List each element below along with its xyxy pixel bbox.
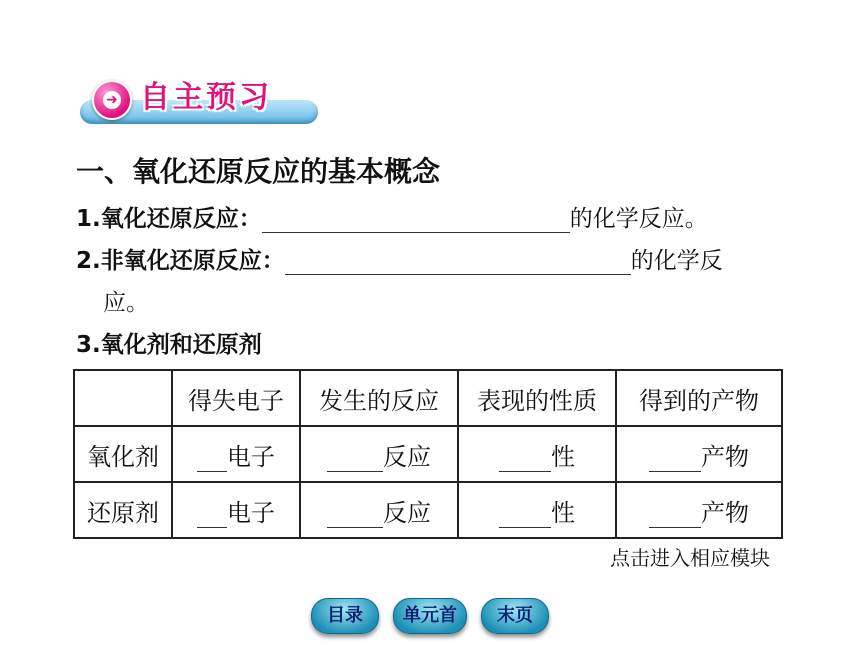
table-cell [172, 426, 300, 482]
table-header: 发生的反应 [300, 370, 458, 426]
table-header: 得失电子 [172, 370, 300, 426]
blank [197, 445, 227, 472]
table-cell [616, 426, 782, 482]
cell-text: 电子 [227, 442, 275, 471]
toc-button[interactable]: 目录 [311, 598, 379, 634]
table-row [74, 426, 782, 482]
item-1-label: 1.氧化还原反应： [76, 206, 262, 232]
item-3-label: 3.氧化剂和还原剂 [76, 332, 262, 358]
row-label: 还原剂 [74, 482, 172, 538]
table-cell [300, 482, 458, 538]
table-header: 得到的产物 [616, 370, 782, 426]
blank [197, 501, 227, 528]
heading: 一、氧化还原反应的基本概念 [76, 155, 441, 188]
cell-text: 电子 [227, 498, 275, 527]
blank [327, 501, 383, 528]
blank [649, 501, 701, 528]
item-2-suffix: 的化学反 [630, 248, 723, 274]
table-header [74, 370, 172, 426]
table-cell [458, 482, 616, 538]
blank [649, 445, 701, 472]
cell-text: 产物 [701, 498, 749, 527]
table-cell [300, 426, 458, 482]
cell-text: 性 [551, 442, 575, 471]
item-1-suffix: 的化学反应。 [569, 206, 708, 232]
unit-first-button[interactable]: 单元首 [393, 598, 467, 634]
cell-text: 反应 [383, 498, 431, 527]
table-cell [172, 482, 300, 538]
blank [327, 445, 383, 472]
cell-text: 性 [551, 498, 575, 527]
table-header: 表现的性质 [458, 370, 616, 426]
item-1 [76, 200, 708, 233]
navigation-hint: 点击进入相应模块 [610, 546, 770, 570]
blank [499, 501, 551, 528]
table-row [74, 482, 782, 538]
concept-table [73, 369, 783, 539]
section-tab [80, 74, 320, 124]
last-page-button[interactable]: 末页 [481, 598, 549, 634]
arrow-right-icon: ➜ [103, 91, 121, 109]
item-2 [76, 242, 723, 275]
cell-text: 产物 [701, 442, 749, 471]
tab-badge [92, 80, 132, 120]
item-2-label: 2.非氧化还原反应： [76, 248, 285, 274]
row-label: 氧化剂 [74, 426, 172, 482]
section-title: 自主预习 [140, 80, 272, 115]
item-2-continuation: 应。 [103, 290, 149, 316]
table-cell [616, 482, 782, 538]
table-header-row [74, 370, 782, 426]
table-cell [458, 426, 616, 482]
item-1-blank [262, 206, 570, 233]
item-2-blank [285, 248, 631, 275]
blank [499, 445, 551, 472]
cell-text: 反应 [383, 442, 431, 471]
